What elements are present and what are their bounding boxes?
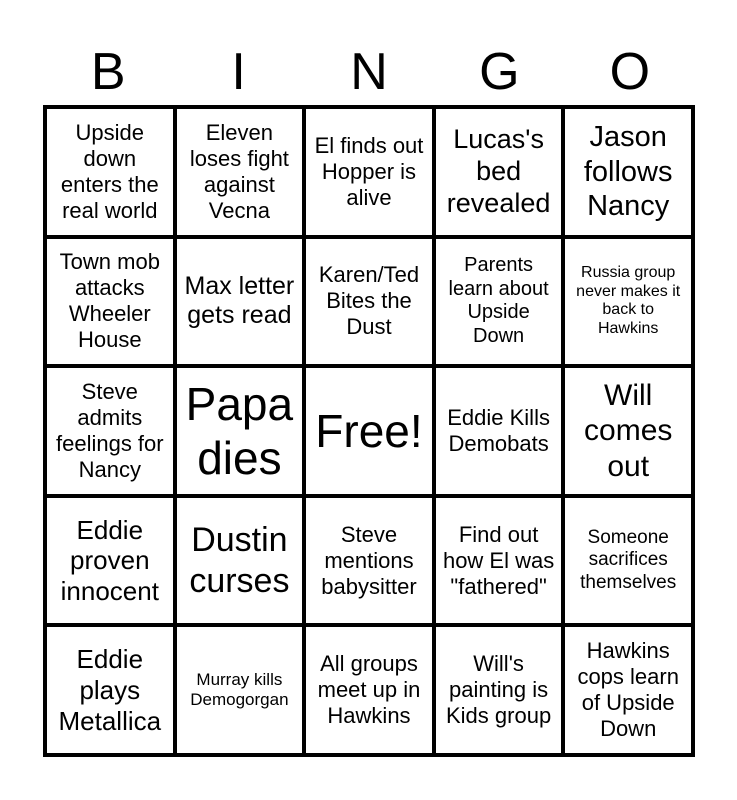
cell-label: Lucas's bed revealed [446,124,551,218]
bingo-cell-r3c5[interactable] [563,366,693,496]
cell-label: Someone sacrifices themselves [580,526,677,593]
cell-label: Eddie plays Metallica [58,644,162,736]
bingo-cell-r4c3[interactable] [304,496,434,626]
bingo-cell-r2c3[interactable] [304,237,434,367]
cell-label: Dustin curses [189,521,290,600]
bingo-cell-r2c4[interactable] [434,237,564,367]
cell-label: Eddie proven innocent [60,514,159,606]
cell-label: Karen/Ted Bites the Dust [318,262,420,340]
cell-label: Papa dies [185,377,294,484]
bingo-cell-r2c1[interactable] [45,237,175,367]
cell-label: Parents learn about Upside Down [448,254,549,347]
bingo-cell-r5c4[interactable] [434,625,564,755]
cell-label: Upside down enters the real world [60,119,159,223]
cell-label: Steve mentions babysitter [321,521,417,599]
bingo-cell-r3c4[interactable] [434,366,564,496]
free-space-cell[interactable] [304,366,434,496]
header-letter-i: I [231,43,246,101]
cell-label: Will's painting is Kids group [446,651,552,729]
bingo-cell-r3c2[interactable] [175,366,305,496]
cell-label: El finds out Hopper is alive [314,132,424,210]
bingo-cell-r1c1[interactable] [45,107,175,237]
bingo-cell-r2c5[interactable] [563,237,693,367]
bingo-cell-r5c5[interactable] [563,625,693,755]
cell-label: Eleven loses fight against Vecna [189,119,289,223]
cell-label: Russia group never makes it back to Hawkins [576,263,681,338]
header-letter-b: B [90,43,126,101]
cell-label: Hawkins cops learn of Upside Down [577,638,679,742]
bingo-cell-r5c2[interactable] [175,625,305,755]
header-letter-g: G [479,43,520,101]
bingo-cell-r4c2[interactable] [175,496,305,626]
bingo-cell-r3c1[interactable] [45,366,175,496]
bingo-cell-r2c2[interactable] [175,237,305,367]
bingo-cell-r1c5[interactable] [563,107,693,237]
cell-label: Max letter gets read [184,271,295,330]
bingo-cell-r4c4[interactable] [434,496,564,626]
cell-label: Steve admits feelings for Nancy [55,379,164,482]
cell-label: Town mob attacks Wheeler House [59,249,160,353]
cell-label: Eddie Kills Demobats [447,405,550,456]
cell-label: Murray kills Demogorgan [190,670,289,710]
bingo-cell-r5c1[interactable] [45,625,175,755]
cell-label: Jason follows Nancy [583,121,673,222]
cell-label: All groups meet up in Hawkins [317,651,421,729]
header-letter-o: O [609,43,651,101]
cell-label: Find out how El was "fathered" [442,521,555,599]
bingo-cell-r1c3[interactable] [304,107,434,237]
bingo-cell-r4c5[interactable] [563,496,693,626]
bingo-board [43,105,695,757]
cell-label: Free! [315,404,423,457]
cell-label: Will comes out [584,378,673,483]
bingo-cell-r5c3[interactable] [304,625,434,755]
bingo-cell-r1c2[interactable] [175,107,305,237]
bingo-header [43,40,695,104]
bingo-cell-r4c1[interactable] [45,496,175,626]
header-letter-n: N [350,43,388,101]
bingo-cell-r1c4[interactable] [434,107,564,237]
